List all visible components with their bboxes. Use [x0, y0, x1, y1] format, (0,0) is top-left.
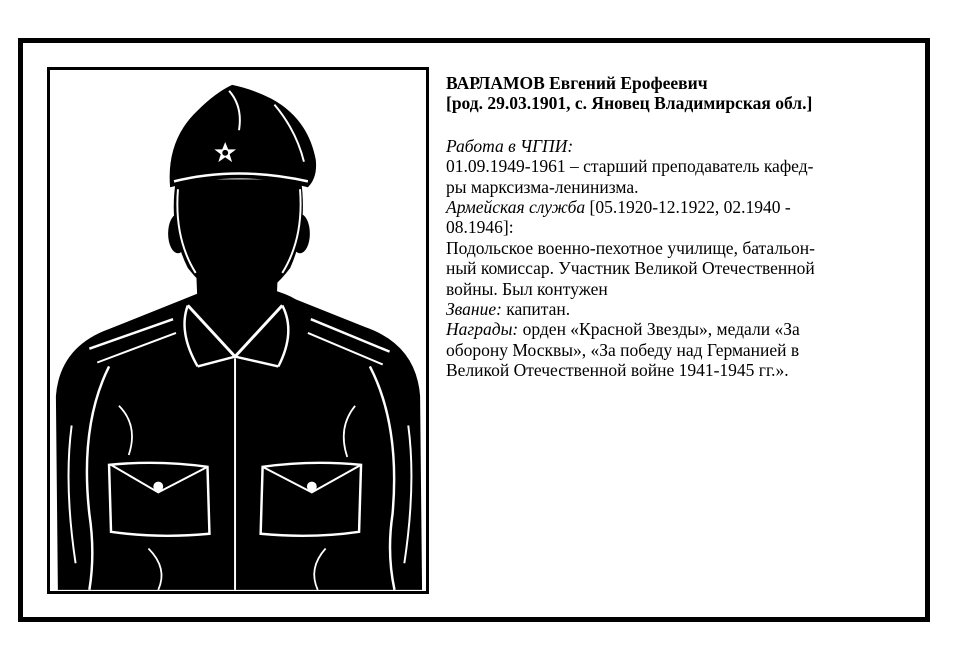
rank-value: капитан.	[501, 299, 571, 320]
army-line-1: Подольское военно-пехотное училище, батальон-	[446, 237, 815, 258]
awards-line-1	[446, 319, 908, 339]
work-label-line	[446, 136, 908, 156]
portrait-silhouette	[47, 67, 429, 594]
work-line-1: 01.09.1949-1961 – старший преподаватель кафед-	[446, 156, 814, 177]
work-label: Работа в ЧГПИ:	[446, 135, 574, 156]
awards-line-3: Великой Отечественной войне 1941-1945 гг.».	[446, 360, 789, 381]
head	[174, 179, 303, 301]
army-line-3: войны. Был контужен	[446, 278, 608, 299]
army-line-2: ный комиссар. Участник Великой Отечественной	[446, 258, 815, 279]
person-name: ВАРЛАМОВ Евгений Ерофеевич	[446, 73, 708, 93]
army-label: Армейская служба	[446, 197, 586, 218]
rank-label: Звание:	[446, 299, 502, 320]
uniform-body	[56, 290, 422, 590]
work-line-2: ры марксизма-ленинизма.	[446, 176, 639, 197]
army-dates-2: 08.1946]:	[446, 217, 514, 238]
army-label-line	[446, 197, 908, 217]
biography-text	[446, 73, 908, 381]
awards-line-2: оборону Москвы», «За победу над Германией в	[446, 339, 800, 360]
army-dates-1: [05.1920-12.1922, 02.1940 -	[585, 197, 791, 218]
awards-label: Награды:	[446, 319, 519, 340]
awards-text-1: орден «Красной Звезды», медали «За	[518, 319, 800, 340]
rank-line	[446, 299, 908, 319]
birth-info: [род. 29.03.1901, с. Яновец Владимирская обл.]	[446, 93, 813, 114]
silhouette-drawing	[50, 70, 426, 591]
